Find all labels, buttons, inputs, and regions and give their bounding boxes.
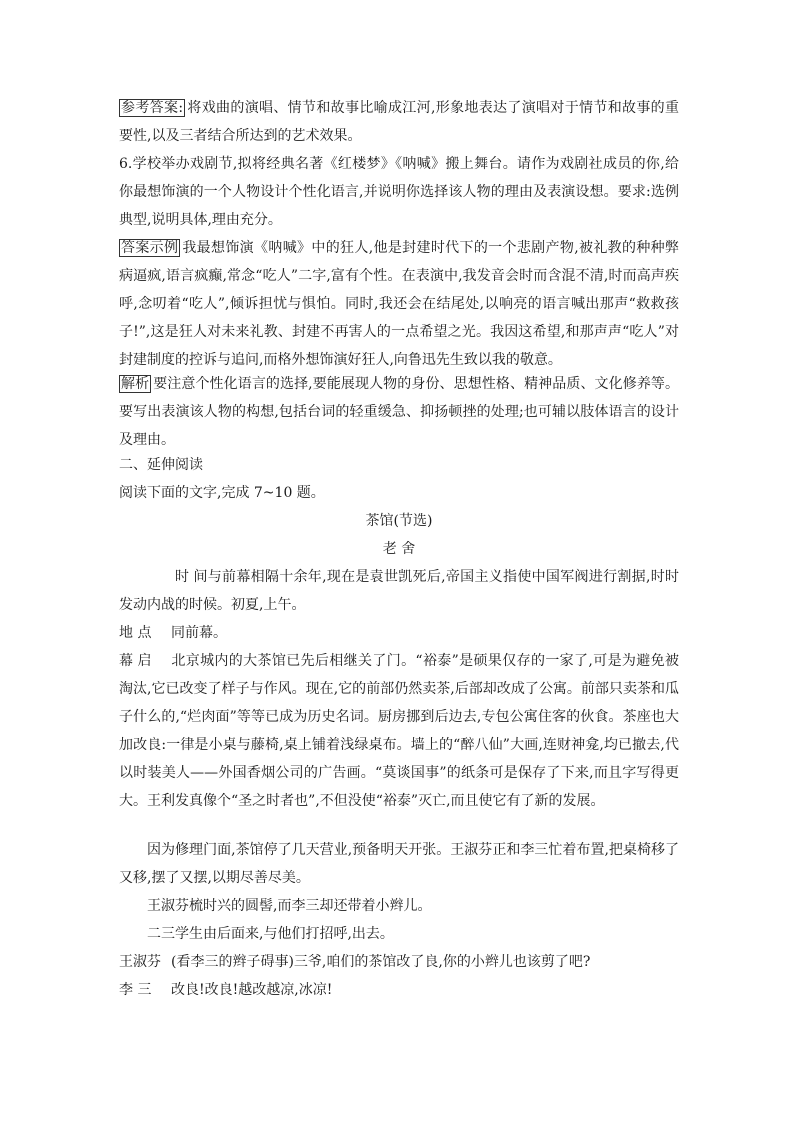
question-6	[119, 150, 679, 234]
excerpt-title: 茶馆(节选)	[365, 513, 433, 529]
analysis-tag: 解析	[121, 376, 150, 392]
dialog-1-text: (看李三的辫子碍事)三爷,咱们的茶馆改了良,你的小辫儿也该剪了吧?	[171, 954, 591, 970]
dialog-1-speaker: 王淑芬	[119, 954, 161, 970]
place-text: 同前幕。	[171, 625, 227, 641]
time-text: 与前幕相隔十余年,现在是袁世凯死后,帝国主义指使中国军阀进行割据,时时发动内战的时候。初夏,上午。	[119, 569, 679, 613]
dialog-line-1	[119, 948, 679, 976]
analysis-paragraph	[119, 370, 679, 454]
answer-example-text: 我最想饰演《呐喊》中的狂人,他是封建时代下的一个悲剧产物,被礼教的种种弊病逼疯,语言疯癫,常念“吃人”二字,富有个性。在表演中,我发音会时而含混不清,时而高声疾呼,念叨着“吃人”,倾诉担忧与惧怕。同时,我还会在结尾处,以响亮的语言喊出那声“救救孩子!”,这是狂人对未来礼教、封建不再害人的一点希望之光。我因这希望,和那声声“吃人”对封建制度的控诉与追问,而格外想饰演好狂人,向鲁迅先生致以我的敬意。	[119, 240, 679, 368]
instruction: 阅读下面的文字,完成 7~10 题。	[119, 485, 325, 501]
time-label: 时 间	[175, 569, 208, 585]
stage-time	[119, 563, 679, 619]
section-heading: 二、延伸阅读	[119, 457, 203, 473]
analysis-text: 要注意个性化语言的选择,要能展现人物的身份、思想性格、精神品质、文化修养等。要写出表演该人物的构想,包括台词的轻重缓急、抑扬顿挫的处理;也可辅以肢体语言的设计及理由。	[119, 376, 680, 448]
dialog-2-speaker: 李 三	[119, 982, 152, 998]
answer-ref-tag: 参考答案:	[121, 100, 184, 116]
answer-ref-paragraph	[119, 94, 679, 150]
dialog-line-2	[119, 976, 679, 1004]
stage-place	[119, 619, 679, 647]
narration-paragraph-3: 二三学生由后面来,与他们打招呼,出去。	[147, 926, 394, 942]
curtain-label: 幕 启	[119, 653, 152, 669]
stage-curtain	[119, 647, 679, 815]
narration-paragraph-1: 因为修理门面,茶馆停了几天营业,预备明天开张。王淑芬正和李三忙着布置,把桌椅移了又移,摆了又摆,以期尽善尽美。	[119, 842, 679, 886]
place-label: 地 点	[119, 625, 152, 641]
answer-example-tag: 答案示例	[121, 240, 179, 256]
answer-example-paragraph	[119, 234, 679, 374]
answer-ref-text: 将戏曲的演唱、情节和故事比喻成江河,形象地表达了演唱对于情节和故事的重要性,以及三者结合所达到的艺术效果。	[119, 100, 680, 144]
dialog-2-text: 改良!改良!越改越凉,冰凉!	[171, 982, 333, 998]
excerpt-author: 老 舍	[382, 541, 416, 557]
question-6-text: 6.学校举办戏剧节,拟将经典名著《红楼梦》《呐喊》搬上舞台。请作为戏剧社成员的你,给你最想饰演的一个人物设计个性化语言,并说明你选择该人物的理由及表演设想。要求:选例典型,说明具体,理由充分。	[119, 156, 679, 228]
curtain-text: 北京城内的大茶馆已先后相继关了门。“裕泰”是硕果仅存的一家了,可是为避免被淘汰,它已改变了样子与作风。现在,它的前部仍然卖茶,后部却改成了公寓。前部只卖茶和瓜子什么的,“烂肉面”等等已成为历史名词。厨房挪到后边去,专包公寓住客的伙食。茶座也大加改良:一律是小桌与藤椅,桌上铺着浅绿桌布。墙上的“醉八仙”大画,连财神龛,均已撤去,代以时装美人——外国香烟公司的广告画。“莫谈国事”的纸条可是保存了下来,而且字写得更大。王利发真像个“圣之时者也”,不但没使“裕泰”灭亡,而且使它有了新的发展。	[119, 653, 679, 809]
narration-paragraph-2: 王淑芬梳时兴的圆髻,而李三却还带着小辫儿。	[147, 898, 432, 914]
